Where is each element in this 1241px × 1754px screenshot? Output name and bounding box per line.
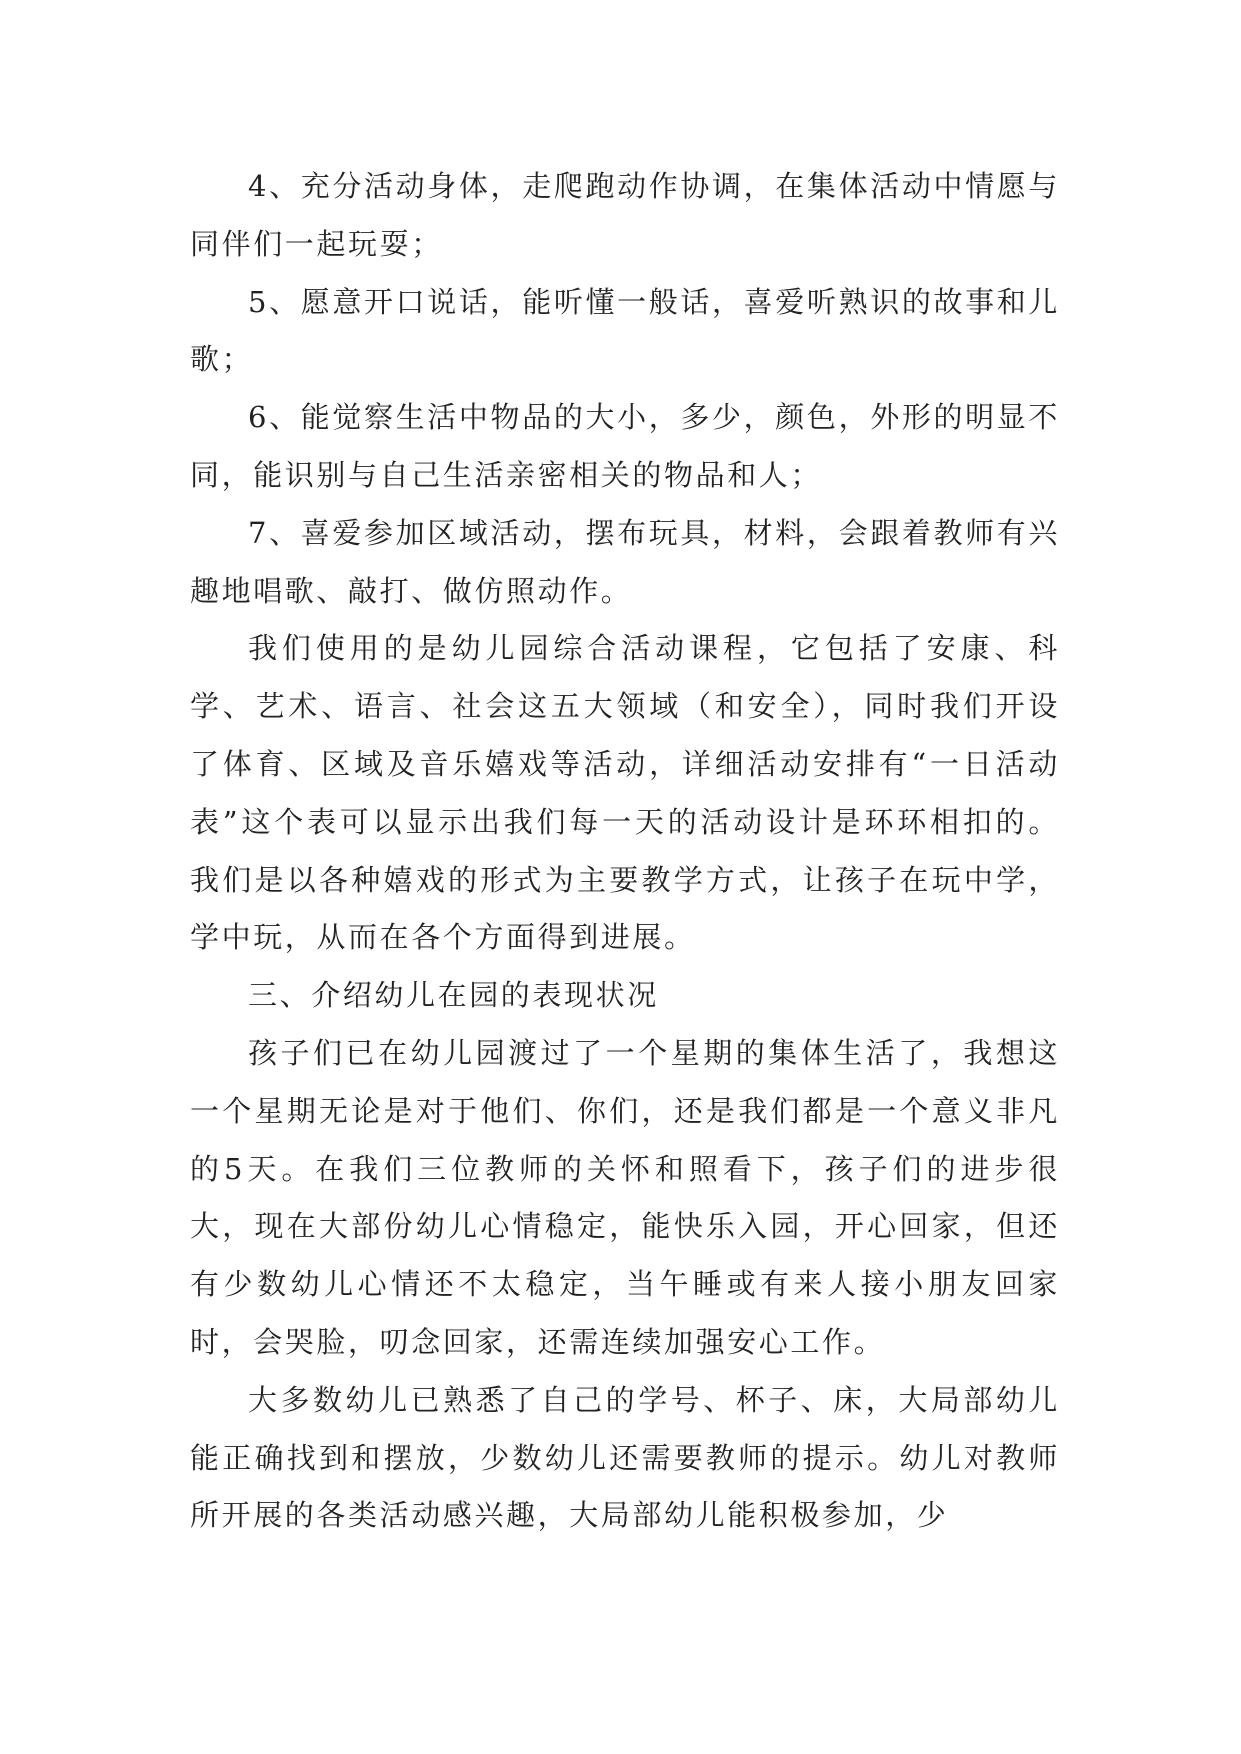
paragraph-performance: 孩子们已在幼儿园渡过了一个星期的集体生活了，我想这一个星期无论是对于他们、你们，还是我们都是一个意义非凡的5天。在我们三位教师的关怀和照看下，孩子们的进步很大，现在大部份幼儿心情稳定，能快乐入园，开心回家，但还有少数幼儿心情还不太稳定，当午睡或有来人接小朋友回家时，会哭脸，叨念回家，还需连续加强安心工作。 xyxy=(190,1035,1060,1359)
paragraph-goal-6: 6、能觉察生活中物品的大小，多少，颜色，外形的明显不同，能识别与自己生活亲密相关的物品和人； xyxy=(190,400,1060,492)
paragraph-goal-5: 5、愿意开口说话，能听懂一般话，喜爱听熟识的故事和儿歌； xyxy=(190,284,1060,377)
paragraph-goal-4: 4、充分活动身体，走爬跑动作协调，在集体活动中情愿与同伴们一起玩耍； xyxy=(190,169,1060,261)
paragraph-curriculum: 我们使用的是幼儿园综合活动课程，它包括了安康、科学、艺术、语言、社会这五大领域（和安全），同时我们开设了体育、区域及音乐嬉戏等活动，详细活动安排有“一日活动表”这个表可以显示出我们每一天的活动设计是环环相扣的。我们是以各种嬉戏的形式为主要教学方式，让孩子在玩中学，学中玩，从而在各个方面得到进展。 xyxy=(190,631,1060,955)
paragraph-routines: 大多数幼儿已熟悉了自己的学号、杯子、床，大局部幼儿能正确找到和摆放，少数幼儿还需要教师的提示。幼儿对教师所开展的各类活动感兴趣，大局部幼儿能积极参加，少 xyxy=(190,1382,1060,1533)
paragraph-goal-7: 7、喜爱参加区域活动，摆布玩具，材料，会跟着教师有兴趣地唱歌、敲打、做仿照动作。 xyxy=(190,515,1060,608)
document-body xyxy=(190,158,1060,1545)
section-heading: 三、介绍幼儿在园的表现状况 xyxy=(248,978,659,1013)
